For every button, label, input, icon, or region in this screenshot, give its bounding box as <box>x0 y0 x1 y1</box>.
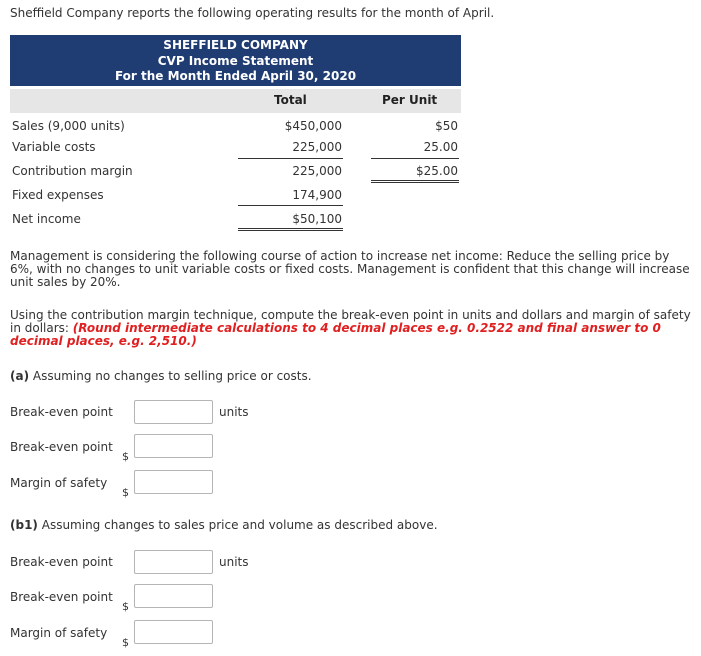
margin-of-safety-label: Margin of safety <box>10 626 108 640</box>
bep-units-label: Break-even point <box>10 555 113 569</box>
dollar-sign: $ <box>122 636 129 649</box>
a-bep-units-input[interactable] <box>134 400 213 424</box>
column-per-unit-header: Per Unit <box>382 93 438 107</box>
dollar-sign: $ <box>122 486 129 499</box>
intro-text: Sheffield Company reports the following operating results for the month of April. <box>10 6 495 20</box>
management-text: Management is considering the following course of action to increase net income: Reduce the selling price by 6%, with no changes to unit variable costs or fixed costs. Management is confident that this change will increase unit sales by 20%. <box>10 249 690 289</box>
statement-title: CVP Income Statement <box>157 53 314 68</box>
per-unit-underline <box>371 158 459 159</box>
dollar-sign: $ <box>122 450 129 463</box>
total-double-underline <box>238 228 343 229</box>
part-b1-label: (b1) <box>10 518 38 532</box>
part-a-text: Assuming no changes to selling price or costs. <box>29 369 312 383</box>
dollar-sign: $ <box>122 600 129 613</box>
statement-header <box>10 35 461 86</box>
bep-units-label: Break-even point <box>10 405 113 419</box>
row-total: 225,000 <box>292 140 342 154</box>
row-total: $50,100 <box>292 212 342 226</box>
part-b1-text: Assuming changes to sales price and volume as described above. <box>37 518 438 532</box>
rounding-instructions: (Round intermediate calculations to 4 decimal places e.g. 0.2522 and final answer to 0 decimal places, e.g. 2,510.) <box>10 321 661 348</box>
units-label: units <box>219 555 249 569</box>
statement-period: For the Month Ended April 30, 2020 <box>114 69 357 83</box>
bep-dollars-label: Break-even point <box>10 440 113 454</box>
margin-of-safety-label: Margin of safety <box>10 476 108 490</box>
row-per-unit: $25.00 <box>416 164 458 178</box>
row-label: Contribution margin <box>12 164 133 178</box>
row-per-unit: 25.00 <box>423 140 458 154</box>
b1-margin-of-safety-input[interactable] <box>134 620 213 644</box>
part-b1-heading <box>10 518 438 532</box>
instructions-text: Using the contribution margin technique, compute the break-even point in units and dollars and margin of safety in dollars: <box>10 308 691 335</box>
a-margin-of-safety-input[interactable] <box>134 470 213 494</box>
total-double-underline <box>238 230 343 231</box>
row-total: 225,000 <box>292 164 342 178</box>
column-header-row <box>10 89 461 113</box>
row-total: $450,000 <box>284 119 342 133</box>
row-label: Net income <box>12 212 81 226</box>
part-a-heading <box>10 369 312 383</box>
part-a-label: (a) <box>10 369 30 383</box>
row-per-unit: $50 <box>435 119 458 133</box>
total-underline <box>238 205 343 206</box>
units-label: units <box>219 405 249 419</box>
per-unit-double-underline <box>371 182 459 183</box>
instructions <box>10 309 695 348</box>
b1-bep-units-input[interactable] <box>134 550 213 574</box>
company-name: SHEFFIELD COMPANY <box>163 38 308 52</box>
per-unit-double-underline <box>371 180 459 181</box>
bep-dollars-label: Break-even point <box>10 590 113 604</box>
row-label: Variable costs <box>12 140 96 154</box>
a-bep-dollars-input[interactable] <box>134 434 213 458</box>
row-label: Sales (9,000 units) <box>12 119 125 133</box>
total-underline <box>238 158 343 159</box>
row-total: 174,900 <box>292 188 342 202</box>
b1-bep-dollars-input[interactable] <box>134 584 213 608</box>
column-total-header: Total <box>274 93 307 107</box>
row-label: Fixed expenses <box>12 188 104 202</box>
